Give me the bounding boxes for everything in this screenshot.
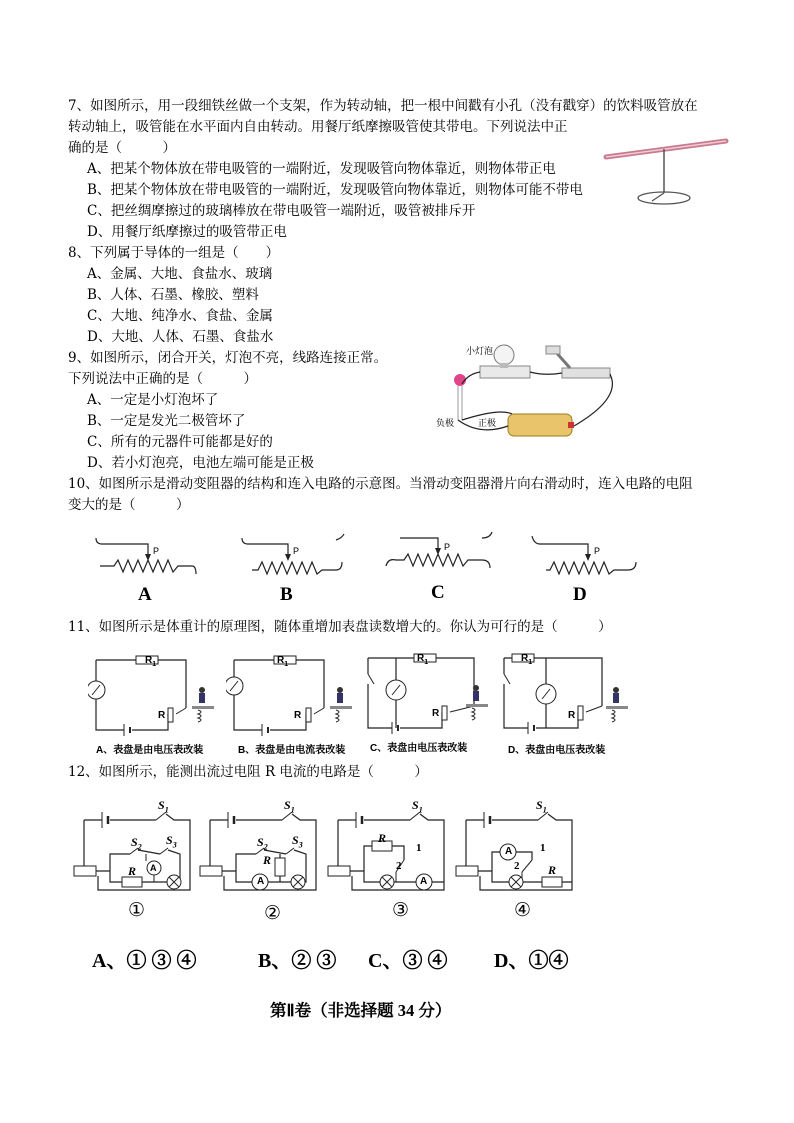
- q12-c3-2: 2: [396, 860, 402, 872]
- q12-answer-b: B、② ③: [258, 950, 337, 972]
- q9-stem-line1: 9、如图所示，闭合开关，灯泡不亮，线路连接正常。: [68, 350, 388, 366]
- q10-slider-d: P: [594, 546, 601, 556]
- q10-stem-line2: 变大的是（ ）: [68, 497, 190, 513]
- q9-stem-line2: 下列说法中正确的是（ ）: [68, 371, 257, 387]
- q9-positive-label: 正极: [478, 418, 497, 428]
- q12-c2-ammeter: A: [257, 876, 265, 887]
- section-title: 第Ⅱ卷（非选择题 34 分）: [270, 1001, 452, 1020]
- q9-option-b: B、一定是发光二极管坏了: [87, 413, 246, 429]
- q11-d-r-label: R: [568, 710, 576, 721]
- q12-c3-1: 1: [416, 842, 422, 854]
- q12-c3-s1: $S_1$: [412, 798, 423, 815]
- q12-number-1: ①: [128, 900, 146, 921]
- q11-caption-d: D、表盘由电压表改装: [508, 745, 606, 756]
- q12-answer-d: D、①④: [494, 950, 569, 972]
- q11-a-r1-label: $R_1$: [145, 655, 157, 668]
- q12-c4-r: R: [548, 863, 557, 877]
- q8-option-a: A、金属、大地、食盐水、玻璃: [87, 266, 273, 282]
- q11-caption-b: B、表盘是由电流表改装: [238, 745, 346, 756]
- q12-circuit-3: [324, 810, 449, 900]
- q10-rheostat-a: [92, 530, 202, 582]
- q11-b-r-label: R: [294, 710, 302, 721]
- q10-label-d: D: [573, 584, 587, 605]
- q12-stem: 12、如图所示，能测出流过电阻 R 电流的电路是（ ）: [68, 764, 428, 780]
- q12-c3-ammeter: A: [420, 876, 428, 887]
- q7-straw-stand-figure: [602, 135, 732, 215]
- q7-stem-line2: 转动轴上，吸管能在水平面内自由转动。用餐厅纸摩擦吸管使其带电。下列说法中正: [68, 119, 568, 135]
- q10-label-c: C: [431, 582, 445, 603]
- q12-number-3: ③: [392, 900, 410, 921]
- q12-c1-s2: $S_2$: [131, 835, 142, 852]
- q8-stem: 8、下列属于导体的一组是（ ）: [68, 245, 280, 261]
- q11-caption-a: A、表盘是由电压表改装: [96, 745, 204, 756]
- q11-c-r1-label: $R_1$: [417, 653, 429, 666]
- q12-c4-1: 1: [540, 842, 546, 854]
- q10-rheostat-c: [382, 528, 497, 580]
- q12-c2-r: R: [263, 853, 272, 867]
- q12-c1-s1: $S_1$: [158, 798, 169, 815]
- q7-option-c: C、把丝绸摩擦过的玻璃棒放在带电吸管一端附近，吸管被排斥开: [87, 203, 476, 219]
- q7-option-d: D、用餐厅纸摩擦过的吸管带正电: [87, 224, 287, 240]
- q9-option-c: C、所有的元器件可能都是好的: [87, 434, 273, 450]
- q11-caption-c: C、表盘由电压表改装: [370, 743, 468, 754]
- q12-c4-2: 2: [514, 860, 520, 872]
- q12-circuit-4: [452, 810, 577, 900]
- q10-slider-b: P: [293, 546, 300, 556]
- q8-option-c: C、大地、纯净水、食盐、金属: [87, 308, 273, 324]
- q8-option-b: B、人体、石墨、橡胶、塑料: [87, 287, 259, 303]
- q10-stem-line1: 10、如图所示是滑动变阻器的结构和连入电路的示意图。当滑动变阻器滑片向右滑动时，连入电路的电阻: [68, 476, 693, 492]
- q12-c3-r: R: [378, 831, 387, 845]
- q12-c4-s1: $S_1$: [536, 798, 547, 815]
- q12-circuit-1: [70, 810, 195, 900]
- q12-answer-a: A、① ③ ④: [92, 950, 197, 972]
- q9-bulb-label: 小灯泡: [466, 346, 494, 356]
- q7-option-b: B、把某个物体放在带电吸管的一端附近，发现吸管向物体靠近，则物体可能不带电: [87, 182, 583, 198]
- q11-circuit-b: [226, 652, 356, 737]
- q12-answer-c: C、③ ④: [368, 950, 448, 972]
- q7-stem-line1: 7、如图所示，用一段细铁丝做一个支架，作为转动轴，把一根中间戳有小孔（没有戳穿）的饮料吸管放在: [68, 98, 698, 114]
- q12-c2-s3: $S_3$: [292, 833, 303, 850]
- q10-label-a: A: [138, 584, 152, 605]
- q8-option-d: D、大地、人体、石墨、食盐水: [87, 329, 274, 345]
- q7-option-a: A、把某个物体放在带电吸管的一端附近，发现吸管向物体靠近，则物体带正电: [87, 161, 556, 177]
- q10-rheostat-b: [238, 530, 348, 582]
- q10-rheostat-d: [528, 530, 643, 582]
- q10-label-b: B: [280, 584, 293, 605]
- q11-a-r-label: R: [158, 710, 166, 721]
- q9-option-a: A、一定是小灯泡坏了: [87, 392, 219, 408]
- q11-b-r1-label: $R_1$: [277, 655, 289, 668]
- q12-c2-s2: $S_2$: [257, 835, 268, 852]
- q12-number-4: ④: [514, 900, 532, 921]
- q7-stem-line3: 确的是（ ）: [68, 140, 176, 156]
- q11-c-r-label: R: [432, 708, 440, 719]
- q10-slider-c: P: [444, 542, 451, 552]
- q9-option-d: D、若小灯泡亮，电池左端可能是正极: [87, 455, 314, 471]
- q9-negative-label: 负极: [436, 418, 455, 428]
- q11-circuit-d: [498, 650, 633, 740]
- q12-c1-ammeter: A: [150, 863, 157, 873]
- q12-c2-s1: $S_1$: [284, 798, 295, 815]
- q10-slider-a: P: [153, 546, 160, 556]
- q12-c4-ammeter: A: [505, 846, 513, 857]
- q11-d-r1-label: $R_1$: [521, 653, 533, 666]
- q12-c1-r: R: [128, 864, 137, 878]
- q11-stem: 11、如图所示是体重计的原理图，随体重增加表盘读数增大的。你认为可行的是（ ）: [68, 619, 612, 635]
- q12-c1-s3: $S_3$: [166, 833, 177, 850]
- q12-number-2: ②: [264, 903, 282, 924]
